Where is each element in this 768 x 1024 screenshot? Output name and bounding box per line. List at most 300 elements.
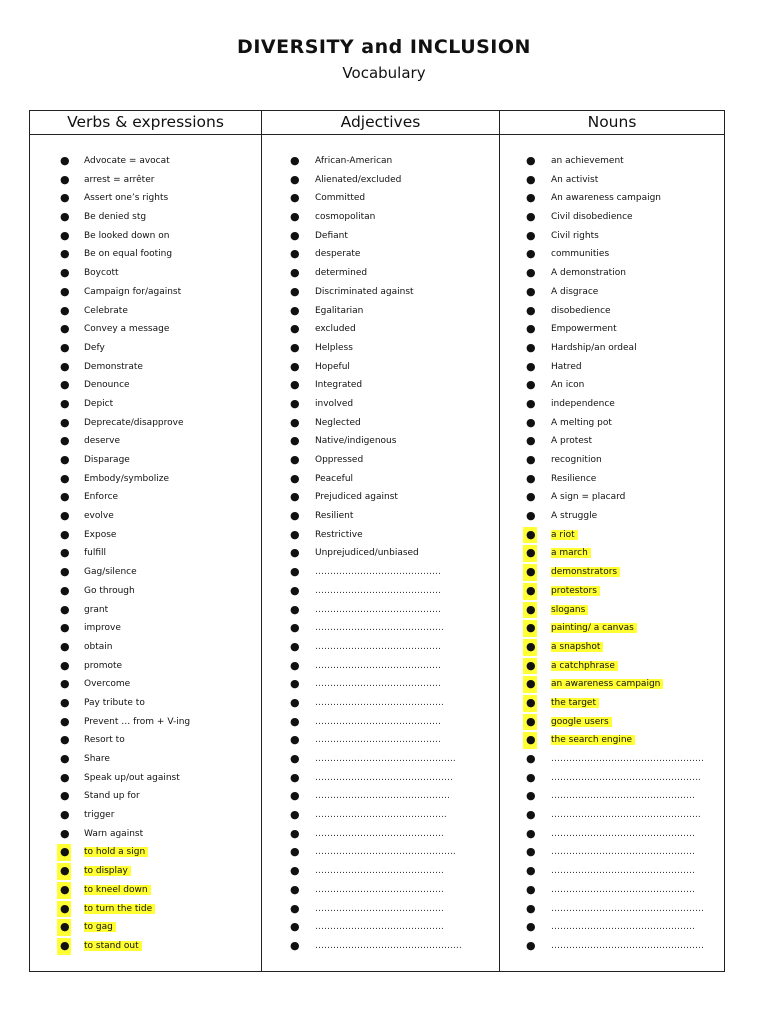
list-item	[500, 825, 724, 844]
list-item	[30, 339, 261, 358]
bullet-icon: ●	[526, 546, 536, 560]
bullet-icon: ●	[60, 845, 70, 859]
bullet-icon: ●	[290, 695, 300, 709]
bullet-icon: ●	[526, 228, 536, 242]
list-item	[30, 881, 261, 900]
bullet-icon: ●	[526, 210, 536, 224]
list-item-text: Be looked down on	[84, 230, 170, 241]
list-item	[262, 825, 499, 844]
bullet-icon: ●	[290, 808, 300, 822]
list-item-text: Depict	[84, 398, 114, 409]
list-item	[500, 544, 724, 563]
list-item	[262, 488, 499, 507]
bullet-icon: ●	[290, 490, 300, 504]
list-item-text: to kneel down	[84, 885, 151, 895]
list-item	[262, 638, 499, 657]
bullet-icon: ●	[290, 733, 300, 747]
list-item	[30, 283, 261, 302]
list-item	[500, 638, 724, 657]
page-title: DIVERSITY and INCLUSION	[237, 36, 531, 58]
list-item-text: Stand up for	[84, 791, 140, 802]
list-item	[30, 470, 261, 489]
list-item	[500, 769, 724, 788]
list-item-text: ……………………………………….	[315, 772, 453, 783]
list-item-text: an awareness campaign	[551, 679, 663, 689]
list-item-text: protestors	[551, 586, 600, 596]
list-item	[500, 713, 724, 732]
list-item	[30, 189, 261, 208]
bullet-icon: ●	[290, 527, 300, 541]
bullet-icon: ●	[60, 695, 70, 709]
list-item-text: …………………………………….	[315, 623, 444, 634]
list-item-text: Be on equal footing	[84, 249, 173, 260]
bullet-icon: ●	[60, 471, 70, 485]
list-item	[500, 283, 724, 302]
bullet-icon: ●	[60, 434, 70, 448]
list-item	[500, 750, 724, 769]
list-item	[30, 451, 261, 470]
list-item	[30, 414, 261, 433]
list-item-text: A melting pot	[551, 417, 612, 428]
bullet-icon: ●	[526, 471, 536, 485]
list-item-text: …………………………………………	[551, 884, 695, 895]
list-item	[30, 787, 261, 806]
list-item	[30, 227, 261, 246]
bullet-icon: ●	[60, 864, 70, 878]
bullet-icon: ●	[526, 882, 536, 896]
list-item	[30, 657, 261, 676]
bullet-icon: ●	[60, 714, 70, 728]
bullet-icon: ●	[60, 920, 70, 934]
list-item	[500, 171, 724, 190]
list-item-text: …………………………………….	[315, 697, 444, 708]
list-item-text: ……………………………………	[315, 679, 441, 690]
list-item-text: obtain	[84, 641, 113, 652]
list-item	[500, 245, 724, 264]
list-item	[30, 619, 261, 638]
list-item	[500, 227, 724, 246]
list-item-text: Overcome	[84, 679, 131, 690]
list-item	[500, 731, 724, 750]
bullet-icon: ●	[526, 359, 536, 373]
bullet-icon: ●	[526, 583, 536, 597]
list-item-text: Native/indigenous	[315, 436, 397, 447]
list-item	[262, 189, 499, 208]
list-item-text: …………………………………………	[551, 847, 695, 858]
bullet-icon: ●	[60, 770, 70, 784]
list-item	[262, 806, 499, 825]
list-item	[30, 806, 261, 825]
list-item	[262, 769, 499, 788]
bullet-icon: ●	[526, 172, 536, 186]
bullet-icon: ●	[526, 808, 536, 822]
list-item	[500, 339, 724, 358]
list-item-text: promote	[84, 660, 123, 671]
bullet-icon: ●	[526, 378, 536, 392]
list-item-text: Denounce	[84, 380, 130, 391]
bullet-icon: ●	[60, 808, 70, 822]
bullet-icon: ●	[526, 415, 536, 429]
list-item-text: A struggle	[551, 511, 598, 522]
bullet-icon: ●	[290, 864, 300, 878]
bullet-icon: ●	[526, 509, 536, 523]
bullet-icon: ●	[526, 247, 536, 261]
list-item	[262, 563, 499, 582]
list-item-text: excluded	[315, 324, 356, 335]
bullet-icon: ●	[290, 378, 300, 392]
list-item	[262, 918, 499, 937]
bullet-icon: ●	[290, 154, 300, 167]
list-item-text: Boycott	[84, 268, 119, 279]
list-item-text: Advocate = avocat	[84, 156, 170, 166]
list-item-text: the target	[551, 698, 599, 708]
list-item	[500, 395, 724, 414]
list-item-text: A protest	[551, 436, 593, 447]
list-item	[500, 937, 724, 956]
bullet-icon: ●	[290, 714, 300, 728]
list-item	[30, 731, 261, 750]
bullet-icon: ●	[290, 639, 300, 653]
bullet-icon: ●	[526, 453, 536, 466]
bullet-icon: ●	[60, 284, 70, 298]
list-item	[30, 376, 261, 395]
list-item	[262, 713, 499, 732]
adjectives-list	[262, 152, 499, 956]
list-item	[30, 152, 261, 171]
bullet-icon: ●	[290, 546, 300, 560]
bullet-icon: ●	[290, 789, 300, 803]
list-item	[262, 694, 499, 713]
list-item-text: ……………………………………	[315, 604, 441, 615]
list-item	[30, 694, 261, 713]
list-item	[262, 264, 499, 283]
bullet-icon: ●	[526, 266, 536, 280]
bullet-icon: ●	[526, 677, 536, 691]
list-item-text: demonstrators	[551, 567, 620, 577]
bullet-icon: ●	[290, 621, 300, 635]
list-item-text: Demonstrate	[84, 361, 143, 372]
list-item-text: …………………………………………	[551, 791, 695, 802]
list-item-text: An awareness campaign	[551, 193, 662, 204]
bullet-icon: ●	[60, 583, 70, 597]
list-item	[500, 900, 724, 919]
list-item-text: Committed	[315, 193, 366, 204]
list-item-text: Deprecate/disapprove	[84, 417, 184, 428]
list-item-text: A disgrace	[551, 286, 599, 297]
list-item	[262, 339, 499, 358]
bullet-icon: ●	[526, 396, 536, 410]
list-item	[500, 507, 724, 526]
list-item	[262, 171, 499, 190]
bullet-icon: ●	[526, 639, 536, 653]
bullet-icon: ●	[526, 770, 536, 784]
list-item	[262, 227, 499, 246]
bullet-icon: ●	[290, 359, 300, 373]
list-item-text: disobedience	[551, 305, 611, 316]
bullet-icon: ●	[60, 789, 70, 803]
list-item-text: Resilience	[551, 473, 597, 484]
list-item-text: ……………………………………	[315, 585, 441, 596]
list-item-text: Share	[84, 754, 110, 764]
bullet-icon: ●	[526, 752, 536, 765]
bullet-icon: ●	[526, 490, 536, 504]
list-item-text: An activist	[551, 174, 599, 185]
bullet-icon: ●	[60, 266, 70, 280]
list-item-text: Go through	[84, 585, 135, 596]
list-item-text: …………………………………….	[315, 866, 444, 877]
list-item	[262, 208, 499, 227]
bullet-icon: ●	[290, 322, 300, 336]
list-item	[262, 302, 499, 321]
list-item-text: A demonstration	[551, 268, 626, 279]
list-item-text: ……………………………………	[315, 716, 441, 727]
bullet-icon: ●	[60, 415, 70, 429]
bullet-icon: ●	[290, 284, 300, 298]
bullet-icon: ●	[526, 789, 536, 803]
list-item-text: Hopeful	[315, 361, 350, 372]
list-item	[500, 189, 724, 208]
bullet-icon: ●	[60, 359, 70, 373]
list-item-text: …………………………………………..	[551, 810, 701, 821]
list-item-text: …………………………………….	[315, 903, 444, 914]
list-item	[30, 171, 261, 190]
list-item	[30, 563, 261, 582]
bullet-icon: ●	[526, 695, 536, 709]
list-item	[500, 264, 724, 283]
list-item-text: Restrictive	[315, 529, 363, 540]
list-item	[262, 320, 499, 339]
list-item-text: ……………………………………………	[551, 940, 704, 951]
list-item	[30, 769, 261, 788]
bullet-icon: ●	[290, 266, 300, 280]
bullet-icon: ●	[60, 826, 70, 840]
list-item	[262, 675, 499, 694]
list-item	[500, 675, 724, 694]
list-item	[500, 358, 724, 377]
bullet-icon: ●	[526, 434, 536, 448]
list-item	[500, 582, 724, 601]
list-item	[262, 862, 499, 881]
list-item	[30, 843, 261, 862]
verbs-list	[30, 152, 261, 956]
list-item-text: arrest = arrêter	[84, 174, 155, 185]
bullet-icon: ●	[526, 901, 536, 915]
list-item-text: to stand out	[84, 941, 142, 951]
list-item	[30, 395, 261, 414]
bullet-icon: ●	[60, 154, 70, 167]
list-item-text: Campaign for/against	[84, 286, 182, 297]
list-item	[262, 414, 499, 433]
verbs-column	[30, 111, 262, 971]
list-item-text: Gag/silence	[84, 567, 137, 578]
bullet-icon: ●	[60, 490, 70, 504]
list-item	[262, 750, 499, 769]
list-item	[262, 376, 499, 395]
list-item-text: to turn the tide	[84, 904, 155, 914]
list-item	[30, 713, 261, 732]
bullet-icon: ●	[60, 172, 70, 186]
list-item	[262, 582, 499, 601]
list-item-text: Defiant	[315, 230, 348, 241]
bullet-icon: ●	[60, 303, 70, 317]
list-item	[262, 470, 499, 489]
list-item	[30, 601, 261, 620]
list-item-text: A sign = placard	[551, 492, 626, 503]
list-item	[30, 675, 261, 694]
bullet-icon: ●	[526, 826, 536, 840]
bullet-icon: ●	[290, 826, 300, 840]
bullet-icon: ●	[290, 509, 300, 523]
list-item-text: ………………………………………..	[315, 847, 456, 858]
list-item-text: …………………………………….	[315, 922, 444, 933]
list-item	[500, 601, 724, 620]
adjectives-column	[262, 111, 500, 971]
bullet-icon: ●	[526, 565, 536, 579]
list-item	[30, 750, 261, 769]
list-item	[262, 245, 499, 264]
bullet-icon: ●	[290, 453, 300, 466]
list-item	[30, 358, 261, 377]
list-item-text: trigger	[84, 810, 115, 821]
bullet-icon: ●	[290, 471, 300, 485]
bullet-icon: ●	[290, 882, 300, 896]
bullet-icon: ●	[60, 322, 70, 336]
list-item-text: Prevent … from + V-ing	[84, 716, 191, 727]
list-item	[262, 731, 499, 750]
list-item	[500, 376, 724, 395]
adjectives-column-heading: Adjectives	[262, 111, 499, 135]
list-item-text: Helpless	[315, 342, 353, 353]
list-item-text: Peaceful	[315, 473, 354, 484]
bullet-icon: ●	[60, 210, 70, 224]
bullet-icon: ●	[290, 938, 300, 952]
bullet-icon: ●	[60, 527, 70, 541]
list-item-text: a catchphrase	[551, 661, 618, 671]
list-item	[262, 881, 499, 900]
list-item-text: desperate	[315, 249, 361, 260]
list-item	[30, 918, 261, 937]
list-item-text: determined	[315, 268, 368, 279]
bullet-icon: ●	[290, 415, 300, 429]
list-item	[30, 825, 261, 844]
list-item	[262, 787, 499, 806]
list-item	[500, 432, 724, 451]
list-item-text: Speak up/out against	[84, 772, 180, 783]
bullet-icon: ●	[526, 191, 536, 205]
bullet-icon: ●	[290, 228, 300, 242]
list-item	[500, 302, 724, 321]
bullet-icon: ●	[60, 378, 70, 392]
list-item-text: painting/ a canvas	[551, 623, 637, 633]
bullet-icon: ●	[290, 247, 300, 261]
list-item	[500, 488, 724, 507]
bullet-icon: ●	[526, 621, 536, 635]
bullet-icon: ●	[290, 677, 300, 691]
list-item	[262, 283, 499, 302]
list-item	[262, 526, 499, 545]
bullet-icon: ●	[290, 565, 300, 579]
bullet-icon: ●	[290, 845, 300, 859]
list-item-text: an achievement	[551, 156, 624, 166]
list-item	[500, 152, 724, 171]
bullet-icon: ●	[60, 247, 70, 261]
list-item	[500, 806, 724, 825]
vocabulary-table	[29, 110, 725, 972]
list-item-text: Unprejudiced/unbiased	[315, 548, 419, 559]
list-item-text: ……………………………………….…	[315, 940, 462, 951]
list-item-text: Defy	[84, 342, 105, 353]
list-item-text: grant	[84, 604, 109, 615]
list-item-text: Neglected	[315, 417, 361, 428]
list-item-text: Assert one’s rights	[84, 193, 169, 204]
list-item-text: Resilient	[315, 511, 354, 522]
list-item-text: Civil rights	[551, 230, 599, 241]
list-item	[500, 451, 724, 470]
list-item-text: recognition	[551, 455, 602, 465]
list-item-text: ………………………………………..	[315, 754, 456, 764]
list-item	[500, 881, 724, 900]
bullet-icon: ●	[60, 509, 70, 523]
list-item-text: Prejudiced against	[315, 492, 398, 503]
list-item-text: Empowerment	[551, 324, 617, 335]
list-item-text: Be denied stg	[84, 212, 147, 223]
bullet-icon: ●	[290, 303, 300, 317]
list-item-text: slogans	[551, 605, 588, 615]
list-item-text: African-American	[315, 156, 393, 166]
list-item-text: Egalitarian	[315, 305, 364, 316]
bullet-icon: ●	[290, 602, 300, 616]
list-item	[30, 937, 261, 956]
nouns-list	[500, 152, 724, 956]
list-item	[500, 526, 724, 545]
list-item	[262, 843, 499, 862]
bullet-icon: ●	[60, 191, 70, 205]
list-item-text: ……………………………………	[315, 641, 441, 652]
list-item	[262, 152, 499, 171]
page-subtitle: Vocabulary	[342, 64, 426, 82]
list-item-text: a march	[551, 548, 591, 558]
bullet-icon: ●	[290, 583, 300, 597]
list-item	[262, 451, 499, 470]
list-item-text: …………………………………….	[315, 884, 444, 895]
list-item-text: Celebrate	[84, 305, 128, 316]
list-item	[500, 563, 724, 582]
list-item-text: a snapshot	[551, 642, 603, 652]
list-item-text: …………………………………………..	[551, 772, 701, 783]
bullet-icon: ●	[290, 658, 300, 672]
list-item	[500, 843, 724, 862]
list-item-text: fulfill	[84, 548, 107, 559]
list-item-text: ………………………………………	[315, 791, 450, 802]
list-item	[500, 657, 724, 676]
list-item	[500, 320, 724, 339]
list-item	[30, 302, 261, 321]
bullet-icon: ●	[60, 677, 70, 691]
list-item-text: to gag	[84, 922, 116, 932]
bullet-icon: ●	[290, 396, 300, 410]
bullet-icon: ●	[60, 453, 70, 466]
list-item	[30, 432, 261, 451]
list-item	[30, 507, 261, 526]
bullet-icon: ●	[526, 340, 536, 354]
bullet-icon: ●	[526, 920, 536, 934]
list-item-text: evolve	[84, 511, 114, 522]
bullet-icon: ●	[60, 752, 70, 765]
list-item-text: ……………………………………………	[551, 903, 704, 914]
list-item-text: to display	[84, 866, 131, 876]
bullet-icon: ●	[60, 882, 70, 896]
list-item-text: a riot	[551, 530, 578, 540]
